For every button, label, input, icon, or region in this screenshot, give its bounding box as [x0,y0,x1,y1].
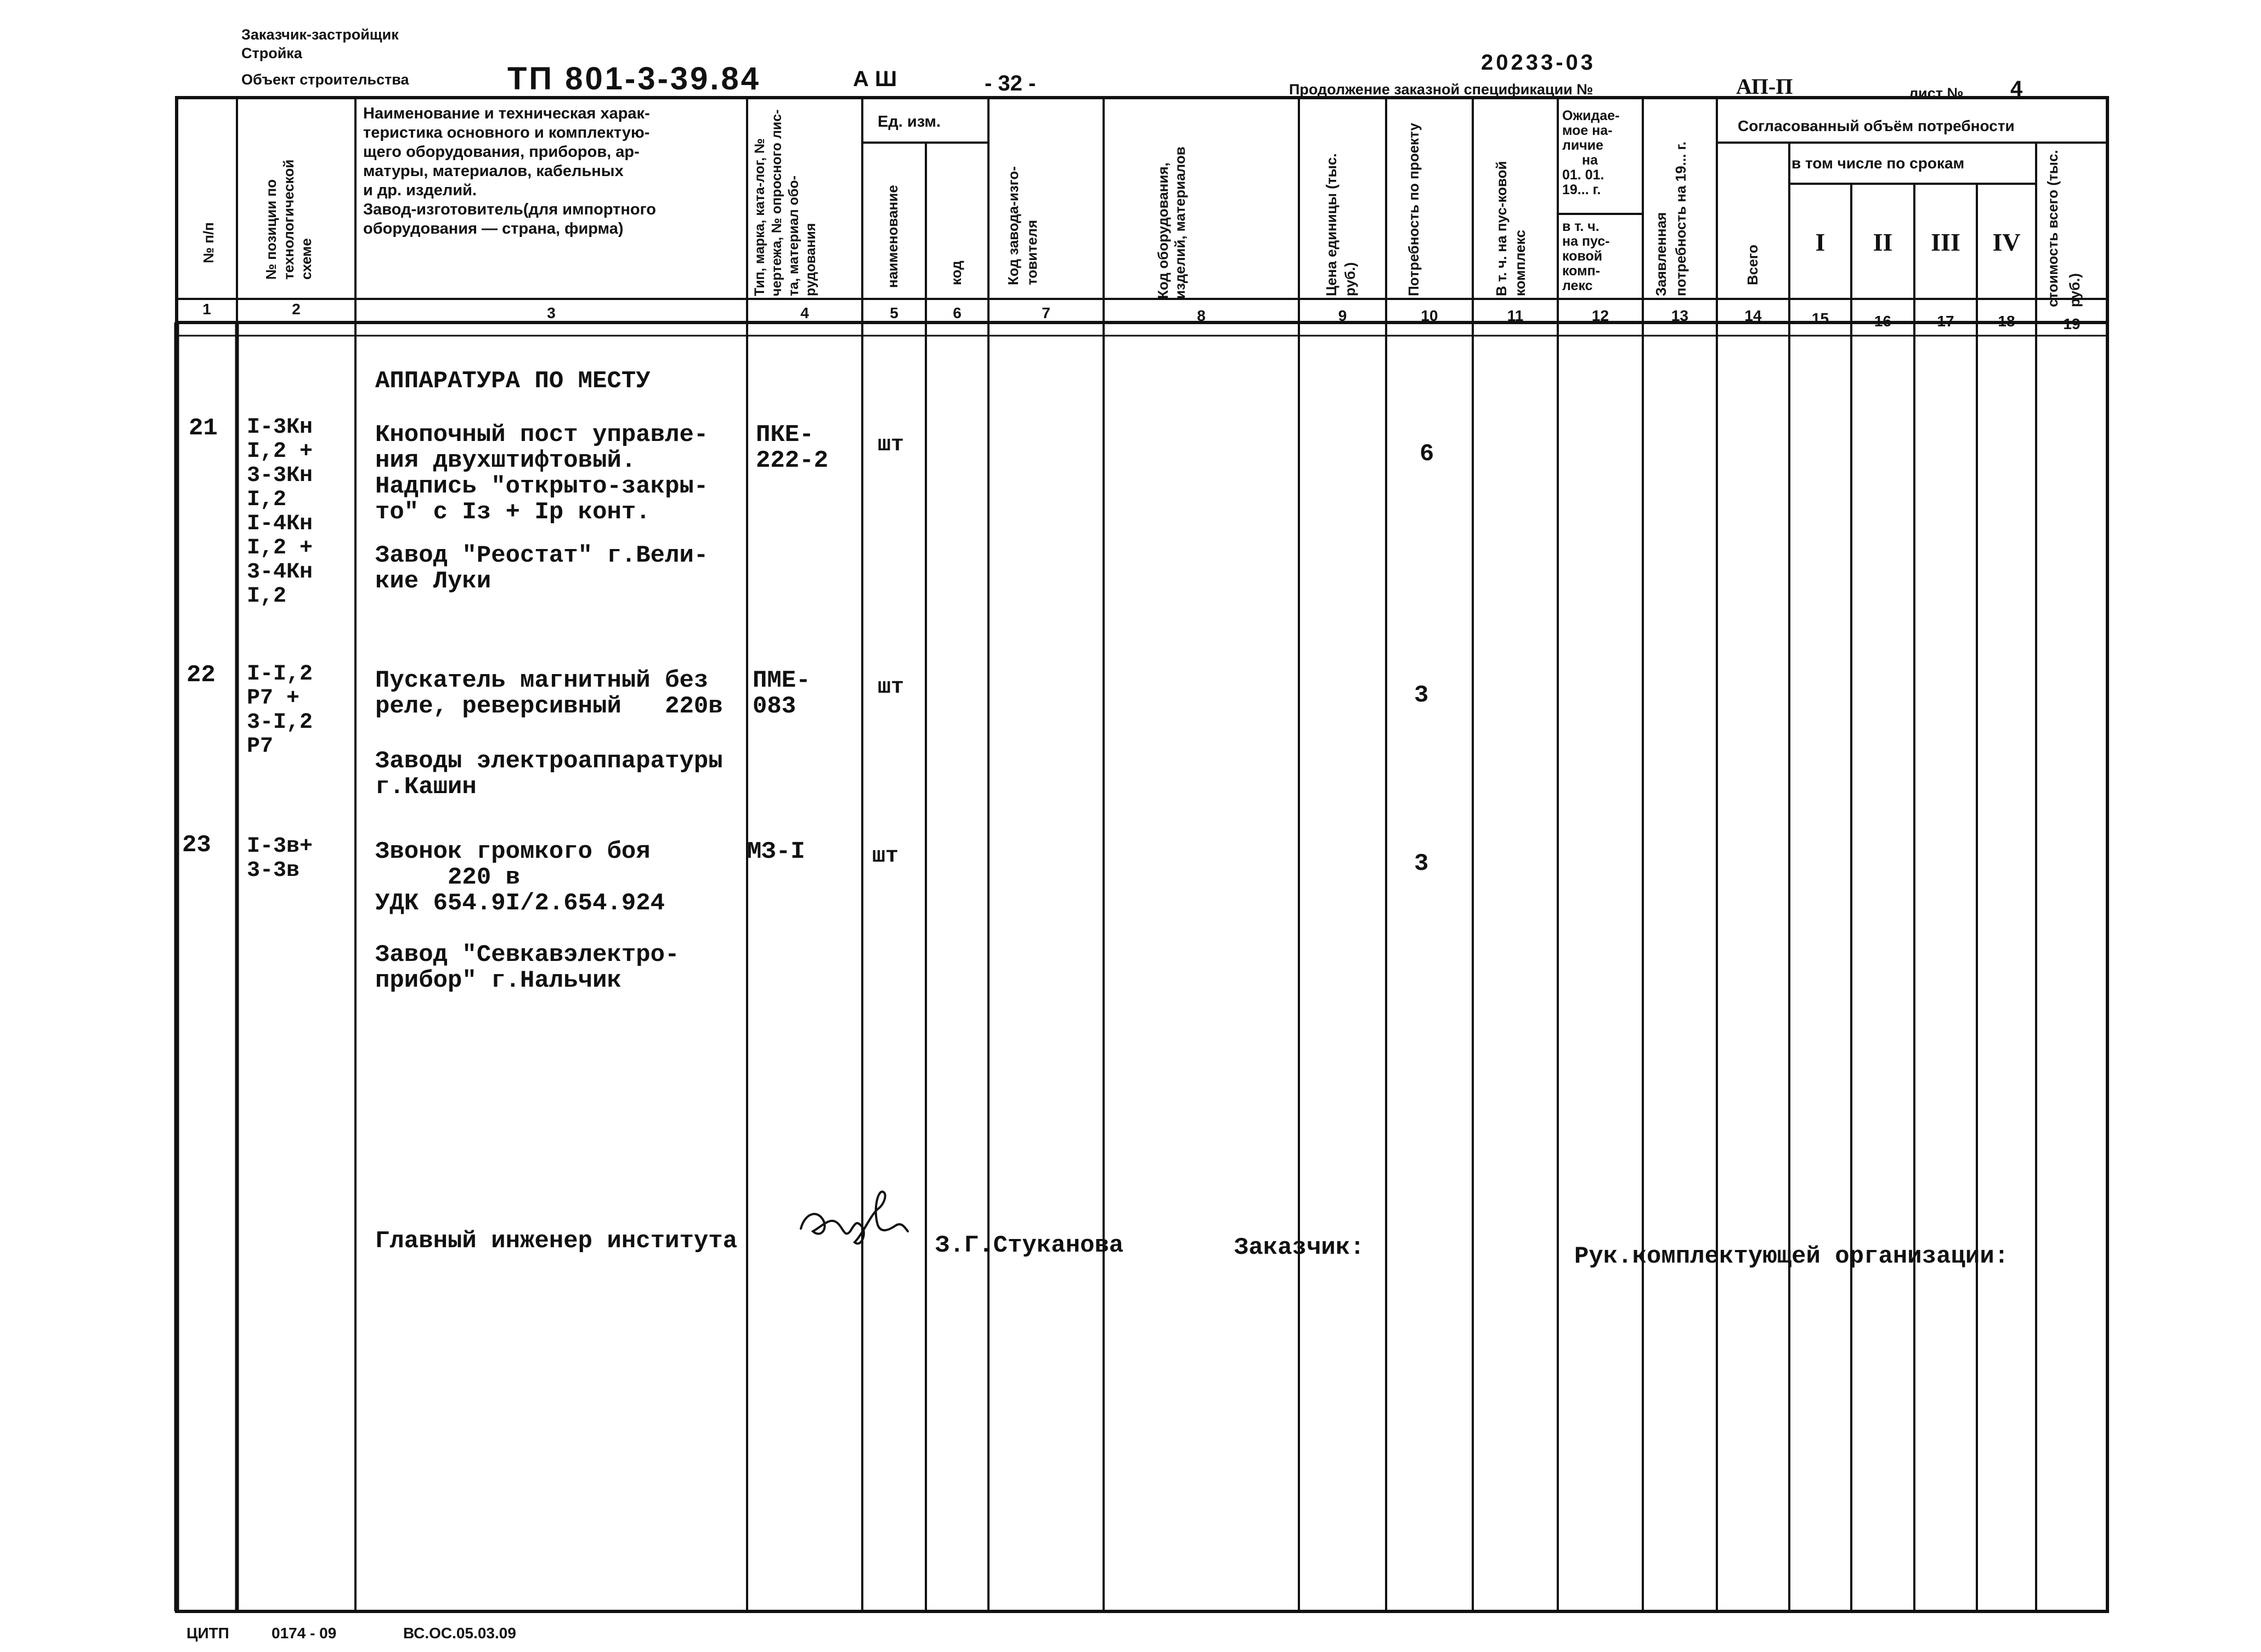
col-header-12-line: мое на- [1562,123,1613,138]
description-line: 220 в [375,864,521,891]
col-number: 13 [1671,307,1689,324]
col-number: 3 [547,304,556,321]
row-manufacturer [375,543,708,595]
site-label: Стройка [241,45,302,61]
col-header-9: Цена единицы (тыс. руб.) [1323,153,1358,296]
col-number: 18 [1998,313,2015,330]
manufacturer-line: г.Кашин [375,773,477,801]
col-header-1: № п/п [200,222,217,263]
col-number: 6 [953,304,962,321]
project-code: ТП 801-3-39.84 [507,61,761,97]
row-manufacturer [375,942,680,994]
col-header-3 [363,104,656,239]
col-header-14: Всего [1744,244,1761,285]
col-header-16: II [1873,228,1893,256]
position-line: I-3Кн [247,415,313,440]
col-number: 12 [1591,307,1609,324]
col-header-18: IV [1992,228,2021,256]
position-line: I,2 + [247,439,313,464]
col-header-15: I [1815,228,1825,256]
col-header-17: III [1931,228,1960,256]
position-line: I-4Кн [247,512,313,536]
row-description [375,839,665,916]
type-line: МЗ-I [747,838,805,865]
position-line: I,2 [247,584,287,609]
col-header-4: Тип, марка, ката-лог, № чертежа, № опросного лис-та, материал обо-рудования [752,109,818,296]
col-header-12-line: личие [1562,138,1604,153]
col-header-19: стоимость всего (тыс. руб.) [2044,150,2083,307]
row-description [375,668,723,720]
row-positions [247,835,313,883]
col-header-5: наименование [884,185,901,288]
col-header-3-line: щего оборудования, приборов, ар- [363,143,640,161]
description-line: Звонок громкого боя [375,838,651,865]
col-number: 11 [1507,307,1524,324]
row-unit: шт [878,433,905,457]
type-line: 083 [753,693,796,720]
customer-label: Заказчик-застройщик [241,26,399,43]
col-header-12-top [1562,109,1620,197]
position-line: I-3в+ [247,834,313,859]
manufacturer-line: кие Луки [375,568,491,595]
col-number: 4 [800,304,809,321]
row-type [756,422,828,474]
row-description [375,422,708,525]
section-title: АППАРАТУРА ПО МЕСТУ [375,367,651,395]
position-line: Р7 + [247,686,300,711]
row-number: 22 [186,661,216,689]
unit-group-header: Ед. изм. [878,113,941,131]
position-line: I,2 + [247,536,313,561]
position-line: 3-4Кн [247,560,313,585]
col-header-3-line: Завод-изготовитель(для импортного [363,201,656,218]
spec-number: АП-П [1736,74,1793,99]
page-number: - 32 - [985,71,1036,95]
row-quantity: 3 [1414,850,1429,878]
col-header-3-line: оборудования — страна, фирма) [363,220,624,237]
col-number: 2 [292,301,301,318]
col-header-12-line: ковой [1562,248,1603,264]
col-number: 15 [1811,310,1829,327]
col-header-3-line: и др. изделий. [363,182,477,199]
description-line: Надпись "открыто-закры- [375,473,709,500]
agreed-group-header: Согласованный объём потребности [1738,117,2015,134]
manufacturer-line: прибор" г.Нальчик [375,967,621,994]
col-header-12-bottom [1562,219,1610,293]
row-quantity: 3 [1414,682,1429,709]
description-line: реле, реверсивный 220в [375,693,723,720]
manufacturer-line: Завод "Севкавэлектро- [375,941,680,969]
col-header-7: Код завода-изго-товителя [1005,166,1040,285]
col-number: 14 [1744,307,1762,324]
footer-code: ВС.ОС.05.03.09 [403,1625,516,1642]
position-line: I,2 [247,488,287,512]
position-line: 3-3Кн [247,463,313,488]
position-line: Р7 [247,734,274,759]
col-number: 17 [1937,313,1954,330]
col-header-12-line: лекс [1562,278,1593,293]
col-number: 1 [202,301,211,318]
col-header-12-line: 19... г. [1562,182,1601,197]
col-number: 9 [1338,307,1347,324]
signature-mark [795,1187,922,1253]
row-number: 21 [189,415,218,442]
col-number: 19 [2063,315,2081,332]
col-header-2: № позиции по технологической схеме [263,159,314,280]
terms-group-header: в том числе по срокам [1791,155,1965,172]
position-line: 3-I,2 [247,710,313,735]
col-header-12-line: 01. 01. [1562,167,1604,183]
row-number: 23 [182,831,211,859]
row-type [747,839,805,865]
description-line: Пускатель магнитный без [375,667,709,694]
col-header-3-line: матуры, материалов, кабельных [363,162,624,180]
col-header-12-line: комп- [1562,263,1601,279]
col-header-3-line: Наименование и техническая харак- [363,105,650,122]
col-header-11: В т. ч. на пус-ковой комплекс [1493,161,1528,296]
customer-signature-label: Заказчик: [1234,1234,1365,1261]
album-code: А Ш [853,67,897,91]
manufacturer-line: Заводы электроаппаратуры [375,748,723,775]
type-line: 222-2 [756,447,829,474]
description-line: Кнопочный пост управле- [375,421,709,449]
manufacturer-line: Завод "Реостат" г.Вели- [375,542,709,569]
col-header-12-line: на [1582,152,1598,168]
col-header-12-line: Ожидае- [1562,108,1620,123]
col-number: 5 [890,304,898,321]
type-line: ПМЕ- [753,667,811,694]
org-head-signature-label: Рук.комплектующей организации: [1574,1243,2009,1270]
col-header-6: код [948,261,964,285]
description-line: то" с Iз + Iр конт. [375,499,651,526]
position-line: I-I,2 [247,662,313,687]
col-header-12-line: в т. ч. [1562,219,1599,234]
col-number: 16 [1874,313,1892,330]
sheet-label: лист № [1909,85,1964,101]
object-label: Объект строительства [241,71,409,88]
doc-number: 20233-03 [1481,50,1596,75]
col-number: 7 [1042,304,1050,321]
row-manufacturer [375,749,723,800]
row-type [753,668,811,720]
description-line: ния двухштифтовый. [375,447,636,474]
description-line: УДК 654.9I/2.654.924 [375,890,665,917]
col-number: 10 [1421,307,1438,324]
col-header-12-line: на пус- [1562,234,1610,249]
row-unit: шт [872,844,899,869]
row-unit: шт [878,675,905,700]
sheet-number: 4 [2010,77,2023,101]
col-number: 8 [1197,307,1206,324]
position-line: 3-3в [247,858,300,883]
col-header-3-line: теристика основного и комплектую- [363,124,650,142]
chief-engineer-name: З.Г.Стуканова [935,1232,1124,1259]
col-header-10: Потребность по проекту [1405,123,1422,296]
row-positions [247,663,313,759]
continuation-label: Продолжение заказной спецификации № [1289,81,1593,98]
footer-order: 0174 - 09 [272,1625,337,1642]
footer-org: ЦИТП [186,1625,229,1642]
type-line: ПКЕ- [756,421,814,449]
col-header-13: Заявленная потребность на 19... г. [1653,141,1689,296]
chief-engineer-label: Главный инженер института [375,1227,738,1255]
col-header-8: Код оборудования, изделий, материалов [1155,146,1188,299]
row-positions [247,416,313,609]
row-quantity: 6 [1420,440,1434,468]
